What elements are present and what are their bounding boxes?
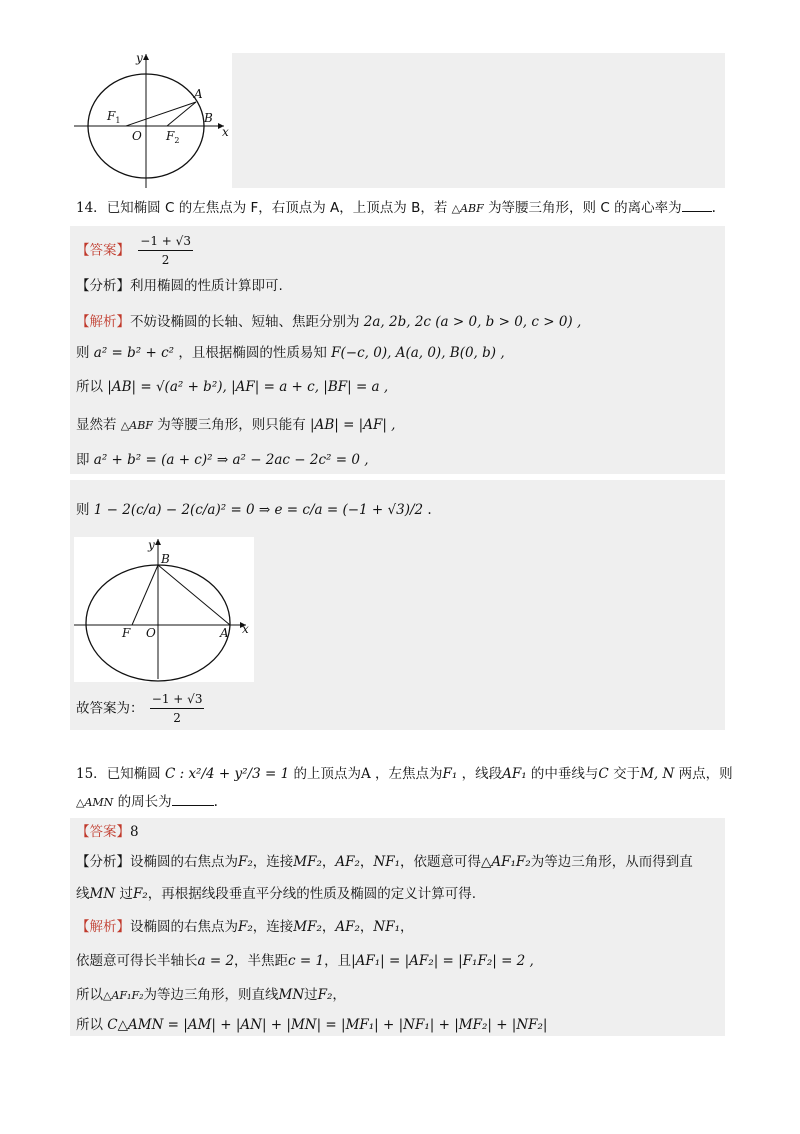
label-y: y	[136, 51, 143, 65]
question-15-line2: △AMN 的周长为 .	[76, 794, 218, 810]
answer-blank	[682, 211, 712, 212]
final-answer-14: 故答案为： $\frac{-1 + √3}{2}$	[76, 692, 203, 725]
label-a: A	[194, 87, 203, 101]
analysis-tag: 【分析】	[76, 278, 130, 294]
analysis-15-line1: 【分析】设椭圆的右焦点为F₂，连接MF₂，AF₂，NF₁，依题意可得△AF₁F₂为等边三角形，从而得到直	[76, 854, 693, 870]
solution-15-line2: 依题意可得长半轴长a = 2，半焦距c = 1，且|AF₁| = |AF₂| = |F₁F₂| = 2 ,	[76, 953, 534, 969]
final-fraction: $\frac{-1 + √3}{2}$	[151, 692, 203, 725]
label-a: A	[220, 626, 229, 640]
label-f2: $F_2$	[166, 129, 180, 145]
ellipse-figure-1	[74, 50, 234, 190]
solution-14-line6: 则 1 − 2(c/a) − 2(c/a)² = 0 ⇒ e = c/a = (−1 + √3)/2 .	[76, 502, 432, 518]
label-x: x	[222, 125, 229, 139]
solution-15-line3: 所以△AF₁F₂为等边三角形，则直线MN过F₂，	[76, 987, 346, 1003]
solution-14-line2: 则 a² = b² + c² ，且根据椭圆的性质易知 F(−c, 0), A(a, 0), B(0, b) ,	[76, 345, 505, 361]
label-o: O	[146, 626, 156, 640]
question-14: 14．已知椭圆 C 的左焦点为 F，右顶点为 A，上顶点为 B，若 △ABF 为等腰三角形，则 C 的离心率为 .	[76, 200, 716, 216]
label-y: y	[148, 538, 155, 552]
ellipse-figure-2	[74, 537, 254, 682]
solution-14-line1: 【解析】不妨设椭圆的长轴、短轴、焦距分别为 2a, 2b, 2c (a > 0, b > 0, c > 0) ,	[76, 314, 582, 330]
shaded-region-top	[232, 53, 725, 188]
question-number: 15．	[76, 766, 107, 782]
segment-b-a	[158, 565, 230, 625]
label-b: B	[161, 552, 170, 566]
solution-15-line1: 【解析】设椭圆的右焦点为F₂，连接MF₂，AF₂，NF₁，	[76, 919, 414, 935]
segment-f2-a	[167, 102, 196, 126]
label-f: F	[122, 626, 131, 640]
question-number: 14．	[76, 200, 107, 216]
answer-tag: 【答案】	[76, 242, 130, 259]
solution-tag: 【解析】	[76, 919, 130, 935]
solution-tag: 【解析】	[76, 314, 130, 330]
answer-tag: 【答案】	[76, 824, 130, 840]
y-axis-arrow	[143, 54, 149, 60]
answer-blank	[172, 805, 214, 806]
segment-f1-a	[126, 102, 196, 126]
question-15-line1: 15．已知椭圆 C : x²/4 + y²/3 = 1 的上顶点为A ，左焦点为F₁ ，线段AF₁ 的中垂线与C 交于M, N 两点，则	[76, 766, 733, 782]
segment-b-f	[132, 565, 158, 625]
answer-fraction: $\frac{-1 + √3}{2}$	[140, 234, 191, 267]
label-x: x	[242, 622, 249, 636]
solution-14-line3: 所以 |AB| = √(a² + b²), |AF| = a + c, |BF| = a ,	[76, 379, 389, 395]
analysis-14: 【分析】利用椭圆的性质计算即可.	[76, 278, 283, 294]
solution-15-line4: 所以 C△AMN = |AM| + |AN| + |MN| = |MF₁| + |NF₁| + |MF₂| + |NF₂|	[76, 1017, 548, 1033]
analysis-tag: 【分析】	[76, 854, 130, 870]
answer-14	[76, 232, 193, 269]
answer-15: 【答案】8	[76, 824, 139, 840]
label-f1: $F_1$	[107, 109, 121, 125]
analysis-15-line2: 线MN 过F₂，再根据线段垂直平分线的性质及椭圆的定义计算可得.	[76, 886, 477, 902]
solution-14-line5: 即 a² + b² = (a + c)² ⇒ a² − 2ac − 2c² = 0 ,	[76, 452, 369, 468]
label-b: B	[204, 111, 213, 125]
solution-14-line4: 显然若 △ABF 为等腰三角形，则只能有 |AB| = |AF| ,	[76, 417, 396, 433]
label-o: O	[132, 129, 142, 143]
y-axis-arrow	[155, 539, 161, 545]
